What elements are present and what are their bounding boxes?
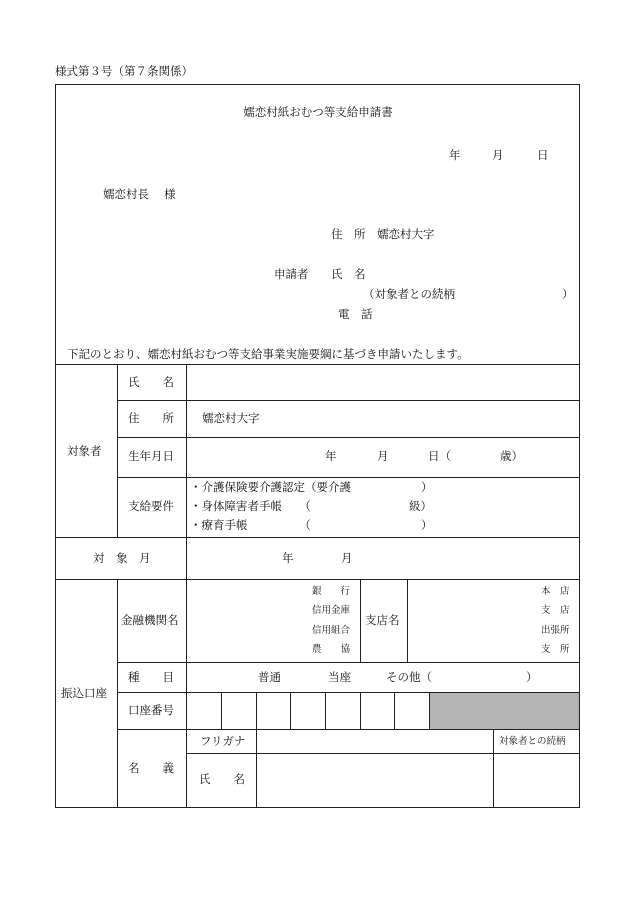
target-month-label: 対 象 月 (93, 551, 151, 565)
applicant-name-label: 氏 名 (331, 267, 366, 281)
birth-month-label: 月 (377, 449, 389, 463)
branch-label: 支店名 (365, 613, 400, 627)
date-month-label: 月 (492, 148, 504, 162)
institution-type-ja: 農 協 (312, 644, 351, 655)
account-type-label: 種 目 (128, 670, 174, 684)
bank-group-label: 振込口座 (61, 686, 107, 700)
applicant-relation-open: （対象者との続柄 (363, 287, 455, 301)
birth-year-label: 年 (325, 449, 337, 463)
bank-institution-label: 金融機関名 (121, 613, 179, 627)
subject-birth-label: 生年月日 (128, 449, 174, 463)
requirement-care-insurance-close: ） (421, 480, 433, 494)
branch-type-branch: 支 店 (541, 605, 570, 616)
institution-type-shinkin: 信用金庫 (312, 605, 351, 616)
holder-relation-label: 対象者との続柄 (499, 736, 566, 747)
subject-address-label: 住 所 (128, 411, 174, 425)
subject-group-label: 対象者 (67, 444, 102, 458)
form-number: 様式第３号（第７条関係） (55, 64, 193, 78)
furigana-label: フリガナ (200, 734, 246, 748)
application-statement: 下記のとおり、嬬恋村紙おむつ等支給事業実施要綱に基づき申請いたします。 (67, 347, 469, 361)
requirement-disability-handbook: ・身体障害者手帳 （ (190, 499, 311, 513)
applicant-address-value: 嬬恋村大字 (377, 227, 435, 241)
requirement-care-insurance: ・介護保険要介護認定（要介護 (190, 480, 351, 494)
requirement-rehabilitation-handbook-close: ） (421, 518, 433, 532)
holder-name-label: 氏 名 (199, 772, 245, 786)
account-type-current: 当座 (328, 670, 351, 684)
branch-type-sub: 支 所 (541, 644, 570, 655)
applicant-relation-close: ） (562, 287, 574, 301)
date-day-label: 日 (537, 148, 549, 162)
institution-type-bank: 銀 行 (312, 586, 351, 597)
requirements-label: 支給要件 (128, 499, 174, 513)
account-type-other-open: その他（ (386, 670, 432, 684)
subject-address-value: 嬬恋村大字 (202, 411, 260, 425)
date-year-label: 年 (449, 148, 461, 162)
addressee: 嬬恋村長 様 (103, 187, 176, 201)
form-title: 嬬恋村紙おむつ等支給申請書 (243, 105, 393, 119)
requirement-rehabilitation-handbook: ・療育手帳 （ (190, 518, 311, 532)
account-type-normal: 普通 (258, 670, 281, 684)
account-number-unused-cell (430, 693, 579, 729)
branch-type-office: 出張所 (541, 625, 570, 636)
subject-name-label: 氏 名 (128, 375, 174, 389)
applicant-phone-label: 電 話 (338, 307, 373, 321)
account-number-label: 口座番号 (128, 703, 174, 717)
applicant-address-label: 住 所 (331, 227, 366, 241)
birth-day-label: 日（ (428, 449, 451, 463)
target-month-year: 年 (282, 551, 294, 565)
account-type-other-close: ） (526, 670, 538, 684)
account-holder-label: 名 義 (128, 761, 174, 775)
target-month-month: 月 (341, 551, 353, 565)
applicant-label: 申請者 (274, 267, 309, 281)
branch-type-head: 本 店 (541, 586, 570, 597)
requirement-disability-handbook-close: 級） (409, 499, 432, 513)
birth-age-label: 歳） (500, 449, 523, 463)
institution-type-credit-union: 信用組合 (312, 625, 351, 636)
